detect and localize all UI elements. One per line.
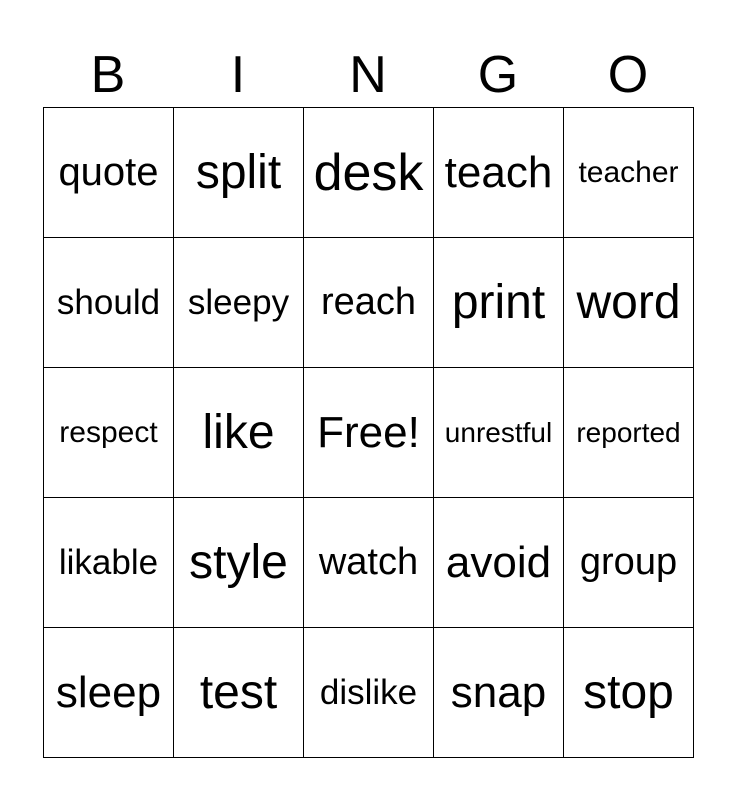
bingo-cell: respect [44,368,174,498]
bingo-cell: watch [304,498,434,628]
bingo-board [43,107,694,758]
bingo-cell: split [174,108,304,238]
bingo-cell: reach [304,238,434,368]
bingo-header [43,44,693,106]
bingo-cell: print [434,238,564,368]
free-space-cell: Free! [304,368,434,498]
bingo-cell: snap [434,628,564,758]
bingo-cell: should [44,238,174,368]
bingo-cell: style [174,498,304,628]
bingo-cell: unrestful [434,368,564,498]
bingo-cell: reported [564,368,694,498]
bingo-cell: dislike [304,628,434,758]
bingo-cell: likable [44,498,174,628]
bingo-cell: stop [564,628,694,758]
bingo-cell: sleepy [174,238,304,368]
header-letter-g: G [477,46,519,104]
header-letter-i: I [230,46,246,104]
bingo-cell: avoid [434,498,564,628]
bingo-cell: teach [434,108,564,238]
header-letter-n: N [349,46,387,104]
bingo-cell: test [174,628,304,758]
bingo-cell: desk [304,108,434,238]
bingo-cell: teacher [564,108,694,238]
header-letter-o: O [607,46,649,104]
bingo-cell: like [174,368,304,498]
bingo-cell: sleep [44,628,174,758]
bingo-cell: group [564,498,694,628]
header-letter-b: B [90,46,126,104]
bingo-cell: word [564,238,694,368]
bingo-cell: quote [44,108,174,238]
